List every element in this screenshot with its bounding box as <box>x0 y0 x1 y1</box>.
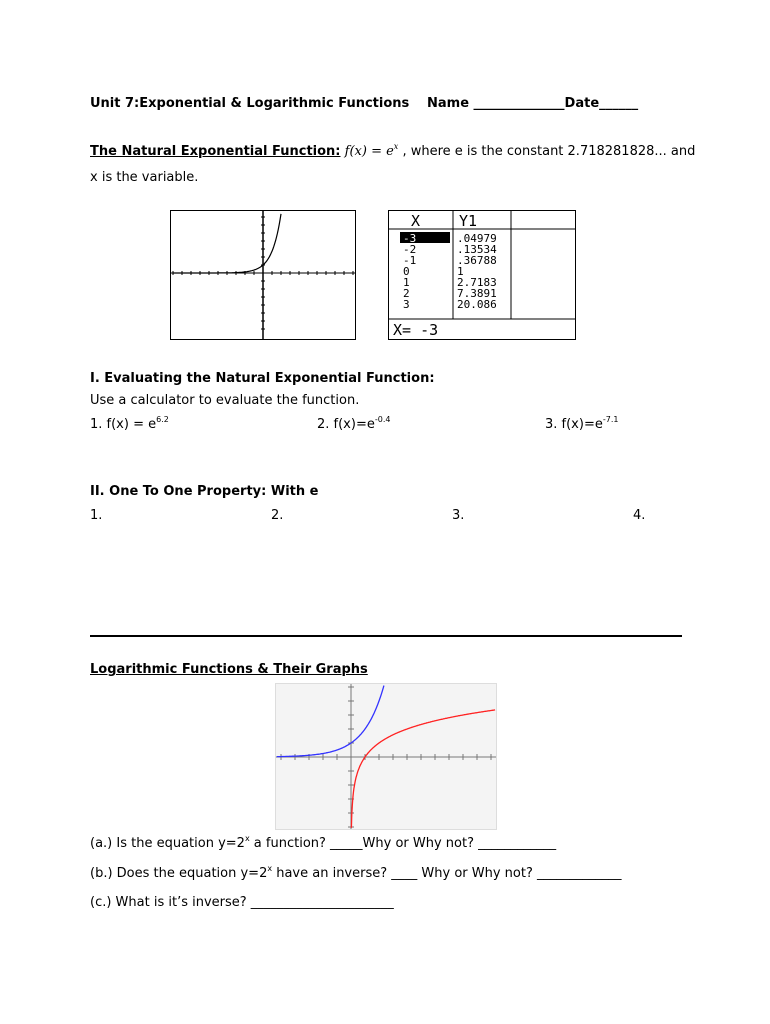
table-cell-x: 3 <box>403 298 410 311</box>
question-1: 1. $f(x) = e^{6.2}$ <box>90 415 169 432</box>
natural-exp-desc: , where e is the constant 2.718281828... and <box>402 144 696 159</box>
question-b: (b.) Does the equation $y=2^x$ have an inverse? ____ Why or Why not? _____________ <box>90 864 622 881</box>
section-1-instruction: Use a calculator to evaluate the function. <box>90 393 360 408</box>
table-cell-y: 7.3891 <box>457 287 497 300</box>
exp-curve-line <box>277 686 384 757</box>
date-field-label: Date______ <box>564 96 639 111</box>
natural-exp-line <box>90 144 695 159</box>
table-cell-y: 1 <box>457 265 464 278</box>
question-c: (c.) What is it’s inverse? ______________________ <box>90 895 394 910</box>
section-2-item-2: 2. <box>271 508 284 523</box>
exp-log-graph <box>276 684 496 829</box>
table-cell-y: 2.7183 <box>457 276 497 289</box>
natural-exp-formula: $f(x) = e^x$ <box>344 142 399 159</box>
table-cell-y: 20.086 <box>457 298 497 311</box>
natural-exp-heading: The Natural Exponential Function: <box>90 144 341 159</box>
table-cell-x: 1 <box>403 276 410 289</box>
section-2-item-3: 3. <box>452 508 465 523</box>
question-3: 3. $f(x)=e^{-7.1}$ <box>545 415 619 432</box>
table-cell-y: .36788 <box>457 254 497 267</box>
calculator-graph-screen <box>170 210 356 340</box>
name-field-label: Name ______________Date______ <box>427 96 639 111</box>
table-footer: X= -3 <box>393 321 439 339</box>
section-1-heading: I. Evaluating the Natural Exponential Function: <box>90 371 435 386</box>
question-2: 2. $f(x)=e^{-0.4}$ <box>317 415 391 432</box>
table-cell-x: 2 <box>403 287 410 300</box>
table-cell-x: -2 <box>403 243 417 256</box>
log-section-heading: Logarithmic Functions & Their Graphs <box>90 662 368 677</box>
table-cell-y: .04979 <box>457 232 497 245</box>
table-cell-y: .13534 <box>457 243 497 256</box>
table-header-y1: Y1 <box>459 212 478 230</box>
table-cell-x: -3 <box>403 232 417 245</box>
unit-title: Unit 7:Exponential & Logarithmic Functions <box>90 96 410 111</box>
table-header-x: X <box>411 212 421 230</box>
natural-exp-desc-cont: x is the variable. <box>90 170 199 185</box>
section-2-heading: II. One To One Property: With e <box>90 484 319 499</box>
table-cell-x: 0 <box>403 265 410 278</box>
section-divider <box>90 635 682 637</box>
question-a: (a.) Is the equation $y=2^x$ a function? _____Why or Why not? ____________ <box>90 834 557 851</box>
calculator-table-screen <box>388 210 576 340</box>
section-2-item-1: 1. <box>90 508 103 523</box>
exp-graph <box>171 211 355 339</box>
table-cell-x: -1 <box>403 254 417 267</box>
log-curve-line <box>351 710 495 828</box>
log-graph-panel <box>275 683 497 830</box>
section-2-item-4: 4. <box>633 508 646 523</box>
